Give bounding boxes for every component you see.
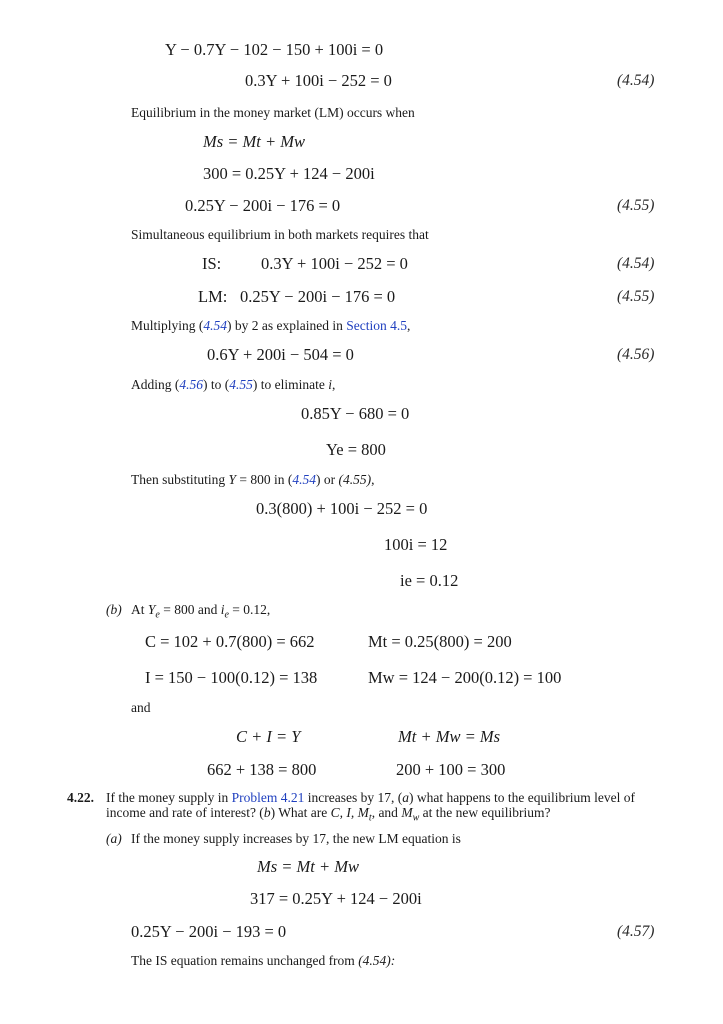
- equation-2: 0.3Y + 100i − 252 = 0: [245, 71, 392, 90]
- is-unchanged-text: The IS equation remains unchanged from (4.54):: [131, 953, 396, 968]
- problem-line-1: If the money supply in Problem 4.21 increases by 17, (a) what happens to the equilibrium level of: [106, 790, 636, 805]
- equation-24: 0.25Y − 200i − 193 = 0: [131, 922, 287, 941]
- problem-line-2: income and rate of interest? (b) What are C, I, $M_t$, and $M_w$ at the new equilibrium?: [106, 805, 551, 824]
- part-b-label: (b): [106, 602, 122, 617]
- equation-tag: (4.54): [617, 255, 655, 272]
- equation-20: 662 + 138 = 800: [207, 760, 317, 779]
- equation-8: 0.6Y + 200i − 504 = 0: [207, 345, 354, 364]
- equation-3: Ms = Mt + Mw: [203, 132, 306, 151]
- equation-tag: (4.55): [617, 197, 655, 214]
- equation-22: Ms = Mt + Mw: [257, 857, 360, 876]
- problem-link[interactable]: Problem 4.21: [231, 790, 305, 805]
- and-text: and: [131, 700, 151, 715]
- equation-9: 0.85Y − 680 = 0: [301, 404, 410, 423]
- equation-lm: 0.25Y − 200i − 176 = 0: [240, 287, 396, 306]
- equation-11: 0.3(800) + 100i − 252 = 0: [256, 499, 428, 518]
- adding-text: Adding (4.56) to (4.55) to eliminate i,: [131, 377, 336, 392]
- equation-mw: Mw = 124 − 200(0.12) = 100: [368, 668, 562, 687]
- equation-18: C + I = Y: [236, 727, 301, 746]
- equation-investment: I = 150 − 100(0.12) = 138: [145, 668, 318, 687]
- part-a-text: If the money supply increases by 17, the new LM equation is: [131, 831, 461, 846]
- equation-is: 0.3Y + 100i − 252 = 0: [261, 254, 408, 273]
- equation-19: Mt + Mw = Ms: [398, 727, 501, 746]
- equation-13: ie = 0.12: [400, 571, 459, 590]
- equation-10: Ye = 800: [326, 440, 386, 459]
- equation-tag: (4.55): [617, 288, 655, 305]
- equation-reference-link[interactable]: 4.54: [203, 318, 228, 333]
- multiplying-text: Multiplying (4.54) by 2 as explained in Section 4.5,: [131, 318, 411, 333]
- equation-tag: (4.54): [617, 72, 655, 89]
- equation-reference-link[interactable]: 4.55: [229, 377, 253, 392]
- part-a-label: (a): [106, 831, 122, 846]
- equation-23: 317 = 0.25Y + 124 − 200i: [250, 889, 422, 908]
- equation-consumption: C = 102 + 0.7(800) = 662: [145, 632, 315, 651]
- section-link[interactable]: Section 4.5: [346, 318, 407, 333]
- equation-5: 0.25Y − 200i − 176 = 0: [185, 196, 341, 215]
- problem-number: 4.22.: [67, 790, 94, 805]
- lm-intro-text: Equilibrium in the money market (LM) occurs when: [131, 105, 415, 120]
- equation-12: 100i = 12: [384, 535, 448, 554]
- part-b-text: At $Y_e = 800$ and $i_e = 0.12$,: [131, 602, 271, 621]
- equation-21: 200 + 100 = 300: [396, 760, 506, 779]
- equation-4: 300 = 0.25Y + 124 − 200i: [203, 164, 375, 183]
- substituting-text: Then substituting Y = 800 in (4.54) or (4.55),: [131, 472, 375, 487]
- equation-reference-link[interactable]: 4.54: [292, 472, 317, 487]
- simultaneous-intro-text: Simultaneous equilibrium in both markets requires that: [131, 227, 429, 242]
- is-label: IS:: [202, 254, 222, 273]
- equation-tag: (4.57): [617, 923, 655, 940]
- equation-1: Y − 0.7Y − 102 − 150 + 100i = 0: [165, 40, 384, 59]
- lm-label: LM:: [198, 287, 228, 306]
- equation-mt: Mt = 0.25(800) = 200: [368, 632, 512, 651]
- equation-reference-link[interactable]: 4.56: [179, 377, 203, 392]
- equation-tag: (4.56): [617, 346, 655, 363]
